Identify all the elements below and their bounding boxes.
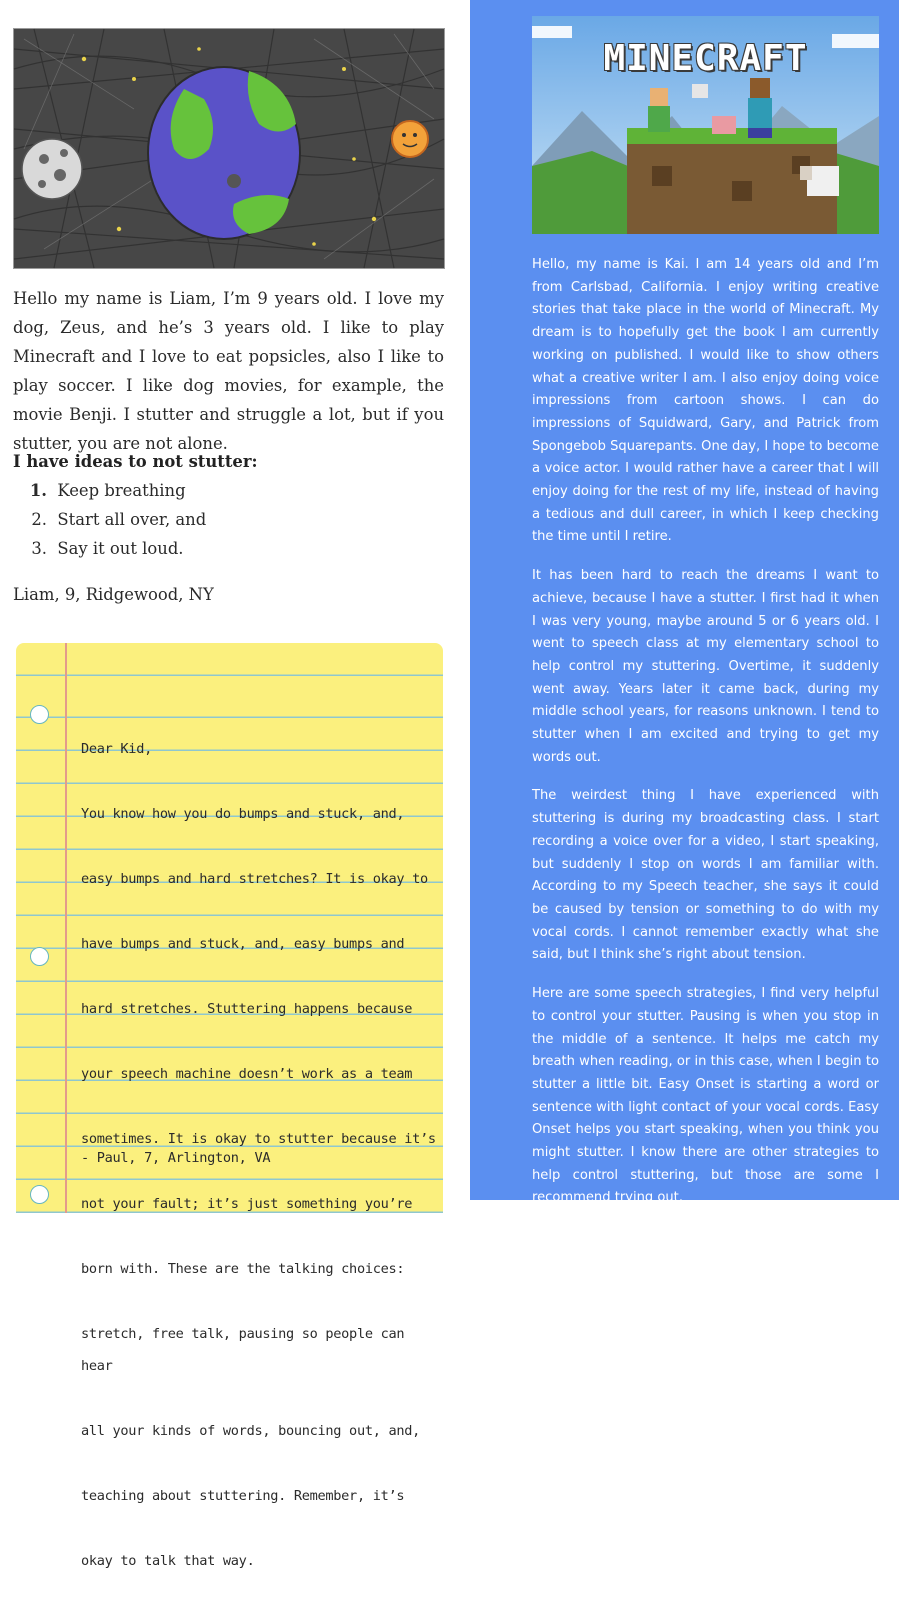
list-item xyxy=(13,534,206,563)
list-number: 3. xyxy=(31,539,47,558)
kai-paragraph: Here are some speech strategies, I find very helpful to control your stutter. Pausing is when you stop in the middle of a sentence. It helps me catch my breath when reading, or in this case, when I begin to stutter a little bit. Easy Onset is starting a word or sentence with light contact of your vocal cords. Easy Onset helps you start speaking, when you think you might stutter. I know there are other strategies to help control stuttering, but those are some I recommend trying out. xyxy=(532,986,879,1206)
minecraft-logo: MINECRAFT xyxy=(603,38,808,79)
list-text: Start all over, and xyxy=(57,510,207,529)
list-number: 1. xyxy=(29,481,47,500)
note-line: your speech machine doesn’t work as a team xyxy=(81,1065,413,1082)
child-drawing-earth-space-icon xyxy=(14,29,444,268)
kai-paragraph: It has been hard to reach the dreams I want to achieve, because I have a stutter. I first had it when I was very young, maybe around 5 or 6 years old. I went to speech class at my elementary school to help control my stuttering. Overtime, it suddenly went away. Years later it came back, during my middle school years, for reasons unknown. I tend to stutter when I am excited and trying to get my words out. xyxy=(532,568,879,765)
note-line: You know how you do bumps and stuck, and, xyxy=(81,805,405,822)
margin-line xyxy=(65,643,67,1213)
note-line: all your kinds of words, bouncing out, and, xyxy=(81,1423,421,1439)
note-line: sometimes. It is okay to stutter because it’s xyxy=(81,1130,436,1147)
list-text: Keep breathing xyxy=(57,481,186,500)
ideas-list xyxy=(13,476,206,563)
list-item xyxy=(13,505,206,534)
list-text: Say it out loud. xyxy=(57,539,184,558)
binder-hole-icon xyxy=(30,705,49,724)
list-number: 2. xyxy=(31,510,47,529)
list-item xyxy=(13,476,206,505)
binder-hole-icon xyxy=(30,947,49,966)
liam-intro-paragraph: Hello my name is Liam, I’m 9 years old. I love my dog, Zeus, and he’s 3 years old. I like to play Minecraft and I love to eat popsicles, also I like to play soccer. I like dog movies, for example, the movie Benji. I stutter and struggle a lot, but if you stutter, you are not alone. xyxy=(13,289,444,453)
note-line: have bumps and stuck, and, easy bumps and xyxy=(81,935,405,952)
kai-paragraph: The weirdest thing I have experienced with stuttering is during my broadcasting class. I start recording a voice over for a video, I start speaking, but suddenly I stop on words I am familiar with. According to my Speech teacher, she says it could be caused by tension or something to do with my vocal cords. I cannot remember exactly what she said, but I think she’s right about tension. xyxy=(532,788,879,963)
minecraft-image xyxy=(532,16,879,234)
liam-signature: Liam, 9, Ridgewood, NY xyxy=(13,585,214,604)
note-signature: - Paul, 7, Arlington, VA xyxy=(81,1150,271,1166)
kai-signature: Kai, 14, Carlsbad, CA xyxy=(532,1229,670,1245)
notebook-paper xyxy=(16,643,443,1569)
ideas-heading: I have ideas to not stutter: xyxy=(13,452,258,471)
binder-hole-icon xyxy=(30,1185,49,1204)
note-salutation: Dear Kid, xyxy=(81,740,152,757)
note-line: okay to talk that way. xyxy=(81,1553,255,1569)
note-line: not your fault; it’s just something you’re xyxy=(81,1195,413,1212)
note-line: stretch, free talk, pausing so people can hear xyxy=(81,1325,405,1374)
earth-drawing-image xyxy=(13,28,445,269)
kai-article xyxy=(532,254,879,1265)
note-line: hard stretches. Stuttering happens because xyxy=(81,1000,413,1017)
note-line: teaching about stuttering. Remember, it’s xyxy=(81,1488,405,1504)
right-column xyxy=(470,0,899,1245)
kai-paragraph: Hello, my name is Kai. I am 14 years old and I’m from Carlsbad, California. I enjoy writing creative stories that take place in the world of Minecraft. My dream is to hopefully get the book I am currently working on published. I would like to show others what a creative writer I am. I also enjoy doing voice impressions from cartoon shows. I can do impressions of Squidward, Gary, and Patrick from Spongebob Squarepants. One day, I hope to become a voice actor. I would rather have a career that I will enjoy doing for the rest of my life, instead of having a tedious and dull career, in which I keep checking the time until I retire. xyxy=(532,257,879,545)
note-line: easy bumps and hard stretches? It is okay to xyxy=(81,870,428,887)
note-line: born with. These are the talking choices: xyxy=(81,1260,405,1277)
